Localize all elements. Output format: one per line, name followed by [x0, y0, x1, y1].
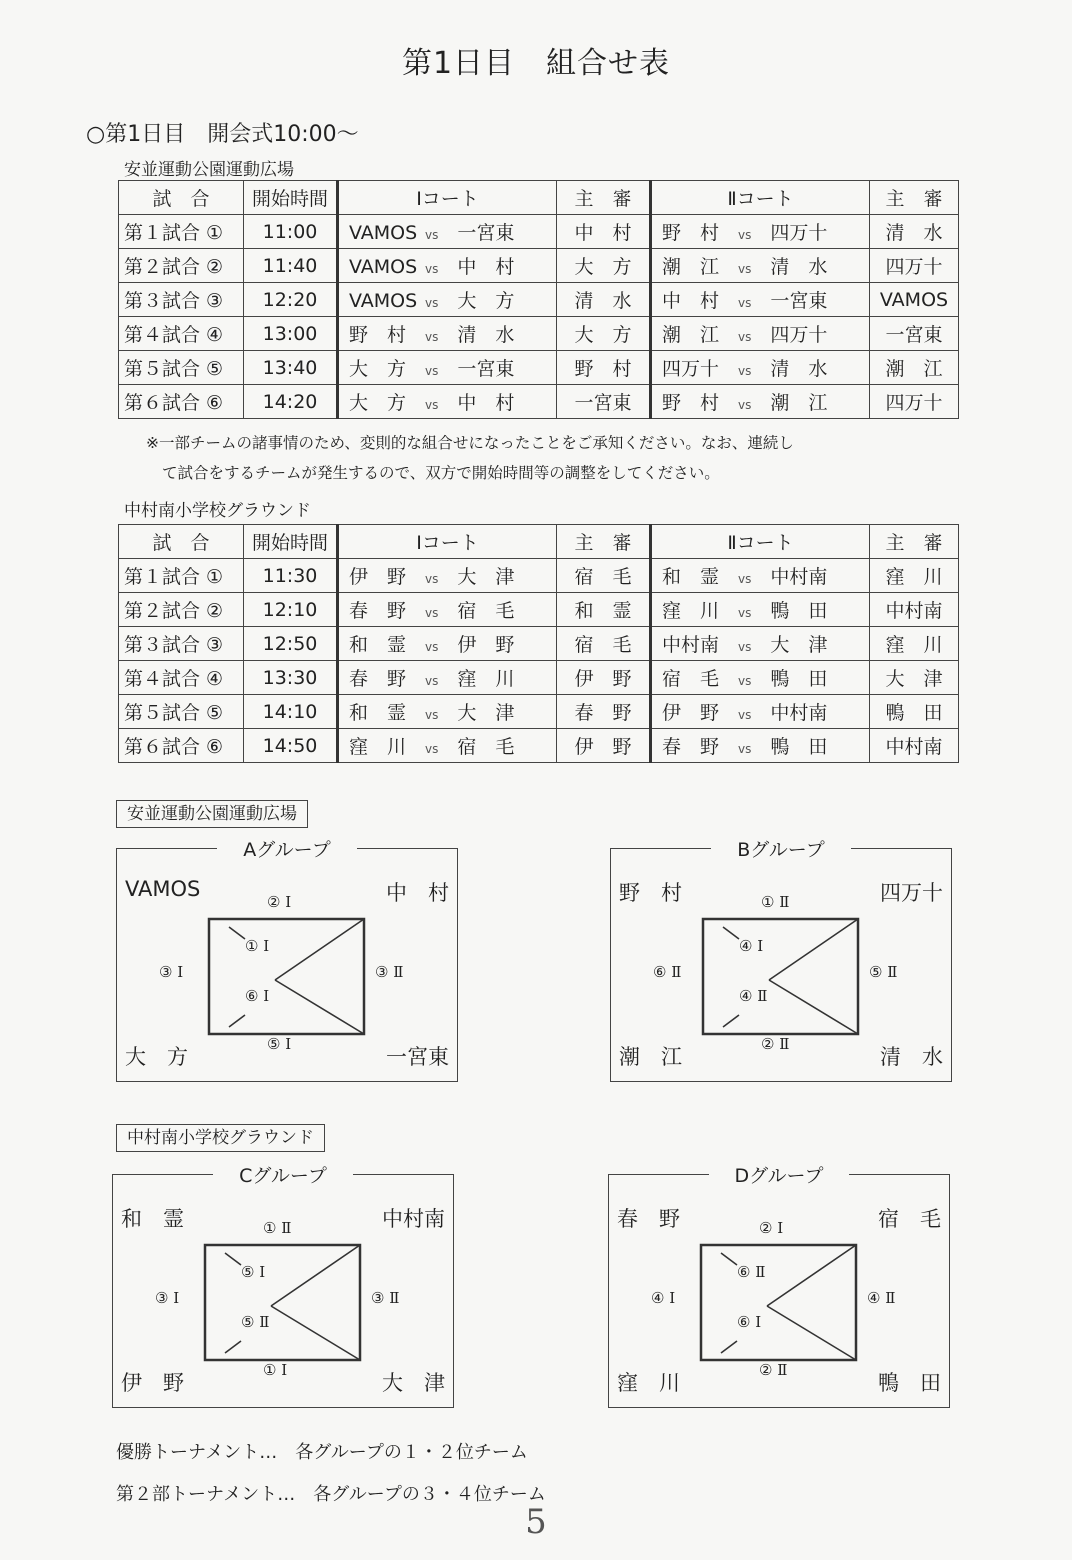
- team-away: 窪 川: [457, 668, 515, 690]
- vs-label: vs: [738, 606, 752, 620]
- referee-2: VAMOS: [870, 283, 959, 317]
- team-home: 伊 野: [349, 566, 407, 588]
- label-diagonal-2: ④ Ⅱ: [739, 987, 768, 1005]
- team-bottom-right: 一宮東: [386, 1045, 449, 1069]
- match-number: 第６試合 ⑥: [119, 385, 244, 419]
- table-row: [119, 351, 959, 385]
- vs-label: vs: [425, 262, 439, 276]
- team-home: 春 野: [349, 600, 407, 622]
- team-away: 四万十: [770, 324, 828, 346]
- referee-2: 潮 江: [870, 351, 959, 385]
- team-away: 大 津: [457, 566, 515, 588]
- team-home: 潮 江: [662, 256, 720, 278]
- diagonal-2a: [229, 927, 245, 939]
- diagonal-1: [271, 1245, 360, 1306]
- team-home: 中 村: [662, 290, 720, 312]
- header-referee2: 主 審: [870, 181, 959, 215]
- referee-1: 春 野: [557, 695, 651, 729]
- vs-label: vs: [425, 398, 439, 412]
- table-row: [119, 249, 959, 283]
- match-number: 第４試合 ④: [119, 317, 244, 351]
- table-row: [119, 385, 959, 419]
- team-home: 窪 川: [349, 736, 407, 758]
- team-top-left: 春 野: [617, 1207, 680, 1231]
- vs-label: vs: [425, 708, 439, 722]
- referee-2: 中村南: [870, 729, 959, 763]
- team-home: VAMOS: [349, 222, 418, 244]
- opening-ceremony-heading: ○第1日目 開会式10:00～: [86, 122, 359, 147]
- team-away: 清 水: [457, 324, 515, 346]
- table-row: [119, 215, 959, 249]
- group-title: Cグループ: [213, 1161, 353, 1188]
- label-diagonal-1: ⑤ Ⅰ: [241, 1263, 266, 1281]
- match-number: 第１試合 ①: [119, 559, 244, 593]
- start-time: 11:40: [244, 249, 338, 283]
- start-time: 13:40: [244, 351, 338, 385]
- team-home: 大 方: [349, 358, 407, 380]
- label-right: ④ Ⅱ: [867, 1289, 896, 1307]
- label-diagonal-2: ⑥ Ⅰ: [737, 1313, 762, 1331]
- vs-label: vs: [738, 674, 752, 688]
- team-away: 宿 毛: [457, 736, 515, 758]
- table-row: [119, 559, 959, 593]
- referee-1: 清 水: [557, 283, 651, 317]
- venue1-schedule-table: [118, 180, 959, 419]
- match-number: 第２試合 ②: [119, 593, 244, 627]
- schedule-note: [146, 428, 946, 488]
- start-time: 12:20: [244, 283, 338, 317]
- team-bottom-left: 窪 川: [617, 1371, 680, 1395]
- table-row: [119, 661, 959, 695]
- match-square: [209, 919, 364, 1034]
- vs-label: vs: [425, 640, 439, 654]
- team-home: 窪 川: [662, 600, 720, 622]
- group-d-diagram: [608, 1165, 950, 1408]
- diagonal-2b: [229, 1015, 245, 1027]
- match-number: 第６試合 ⑥: [119, 729, 244, 763]
- table-header-row: [119, 181, 959, 215]
- match-1: [338, 249, 557, 283]
- team-away: 清 水: [770, 358, 828, 380]
- match-2: [651, 249, 870, 283]
- venue1-name: 安並運動公園運動広場: [124, 160, 294, 180]
- match-2: [651, 627, 870, 661]
- page-number: 5: [525, 1502, 547, 1542]
- team-top-left: 和 霊: [121, 1207, 184, 1231]
- team-away: 大 津: [770, 634, 828, 656]
- referee-2: 大 津: [870, 661, 959, 695]
- team-bottom-right: 鴨 田: [878, 1371, 941, 1395]
- match-1: [338, 661, 557, 695]
- referee-1: 野 村: [557, 351, 651, 385]
- start-time: 11:00: [244, 215, 338, 249]
- team-bottom-left: 伊 野: [121, 1371, 184, 1395]
- referee-1: 伊 野: [557, 661, 651, 695]
- table-header-row: [119, 525, 959, 559]
- group-title: Aグループ: [217, 835, 357, 862]
- table-row: [119, 729, 959, 763]
- label-diagonal-2: ⑤ Ⅱ: [241, 1313, 270, 1331]
- referee-1: 宿 毛: [557, 559, 651, 593]
- referee-2: 清 水: [870, 215, 959, 249]
- team-home: 野 村: [349, 324, 407, 346]
- vs-label: vs: [738, 742, 752, 756]
- match-2: [651, 283, 870, 317]
- team-home: 大 方: [349, 392, 407, 414]
- vs-label: vs: [738, 296, 752, 310]
- header-referee1: 主 審: [557, 181, 651, 215]
- team-home: VAMOS: [349, 290, 418, 312]
- match-square: [703, 919, 858, 1034]
- header-match: 試 合: [119, 181, 244, 215]
- label-left: ③ Ⅰ: [159, 963, 184, 981]
- team-away: 一宮東: [457, 222, 515, 244]
- start-time: 12:10: [244, 593, 338, 627]
- team-bottom-right: 清 水: [880, 1045, 943, 1069]
- match-1: [338, 283, 557, 317]
- venue2-name: 中村南小学校グラウンド: [124, 501, 311, 521]
- referee-1: 大 方: [557, 317, 651, 351]
- start-time: 11:30: [244, 559, 338, 593]
- vs-label: vs: [425, 674, 439, 688]
- start-time: 13:00: [244, 317, 338, 351]
- start-time: 12:50: [244, 627, 338, 661]
- referee-2: 四万十: [870, 249, 959, 283]
- match-1: [338, 351, 557, 385]
- team-bottom-left: 潮 江: [619, 1045, 682, 1069]
- label-diagonal-1: ① Ⅰ: [245, 937, 270, 955]
- label-bottom: ② Ⅱ: [761, 1035, 790, 1053]
- group-title: Dグループ: [709, 1161, 849, 1188]
- referee-1: 和 霊: [557, 593, 651, 627]
- diagonal-2a: [721, 1253, 737, 1265]
- label-right: ⑤ Ⅱ: [869, 963, 898, 981]
- diagonal-1b: [769, 980, 858, 1034]
- label-diagonal-1: ④ Ⅰ: [739, 937, 764, 955]
- groups-venue1-label: 安並運動公園運動広場: [116, 800, 308, 828]
- match-1: [338, 215, 557, 249]
- team-away: 一宮東: [457, 358, 515, 380]
- start-time: 13:30: [244, 661, 338, 695]
- diagonal-1b: [275, 980, 364, 1034]
- match-2: [651, 661, 870, 695]
- team-away: 伊 野: [457, 634, 515, 656]
- match-1: [338, 695, 557, 729]
- match-2: [651, 351, 870, 385]
- header-match: 試 合: [119, 525, 244, 559]
- vs-label: vs: [425, 330, 439, 344]
- vs-label: vs: [738, 708, 752, 722]
- diagonal-1: [769, 919, 858, 980]
- diagonal-2b: [723, 1015, 739, 1027]
- label-bottom: ② Ⅱ: [759, 1361, 788, 1379]
- start-time: 14:10: [244, 695, 338, 729]
- label-bottom: ① Ⅰ: [263, 1361, 288, 1379]
- team-home: 和 霊: [662, 566, 720, 588]
- referee-2: 中村南: [870, 593, 959, 627]
- vs-label: vs: [425, 296, 439, 310]
- team-away: 中 村: [457, 256, 515, 278]
- team-top-right: 四万十: [880, 881, 943, 905]
- start-time: 14:50: [244, 729, 338, 763]
- match-number: 第３試合 ③: [119, 627, 244, 661]
- label-right: ③ Ⅱ: [375, 963, 404, 981]
- groups-venue2-label: 中村南小学校グラウンド: [116, 1124, 325, 1152]
- match-2: [651, 729, 870, 763]
- vs-label: vs: [425, 742, 439, 756]
- team-home: 春 野: [662, 736, 720, 758]
- diagonal-1: [275, 919, 364, 980]
- vs-label: vs: [738, 330, 752, 344]
- group-a-diagram: [116, 839, 458, 1082]
- note-line1: ※一部チームの諸事情のため、変則的な組合せになったことをご承知ください。なお、連続し: [146, 434, 794, 452]
- team-home: 野 村: [662, 392, 720, 414]
- match-number: 第４試合 ④: [119, 661, 244, 695]
- group-b-diagram: [610, 839, 952, 1082]
- team-home: 和 霊: [349, 702, 407, 724]
- vs-label: vs: [738, 572, 752, 586]
- label-top: ② Ⅰ: [759, 1219, 784, 1237]
- diagonal-2b: [225, 1341, 241, 1353]
- label-right: ③ Ⅱ: [371, 1289, 400, 1307]
- diagonal-2b: [721, 1341, 737, 1353]
- team-home: 伊 野: [662, 702, 720, 724]
- footer-line2: 第２部トーナメント… 各グループの３・４位チーム: [116, 1484, 546, 1505]
- match-number: 第１試合 ①: [119, 215, 244, 249]
- team-top-right: 中村南: [382, 1207, 445, 1231]
- match-2: [651, 593, 870, 627]
- label-diagonal-1: ⑥ Ⅱ: [737, 1263, 766, 1281]
- team-away: 宿 毛: [457, 600, 515, 622]
- header-referee1: 主 審: [557, 525, 651, 559]
- footer-line1: 優勝トーナメント… 各グループの１・２位チーム: [116, 1442, 528, 1463]
- team-top-left: VAMOS: [125, 877, 201, 901]
- match-number: 第５試合 ⑤: [119, 351, 244, 385]
- team-away: 鴨 田: [770, 600, 828, 622]
- match-square: [701, 1245, 856, 1360]
- group-c-diagram: [112, 1165, 454, 1408]
- team-away: 中村南: [770, 566, 828, 588]
- team-top-right: 中 村: [386, 881, 449, 905]
- note-line2: て試合をするチームが発生するので、双方で開始時間等の調整をしてください。: [162, 464, 720, 482]
- referee-2: 四万十: [870, 385, 959, 419]
- venue2-schedule-table: [118, 524, 959, 763]
- table-row: [119, 317, 959, 351]
- match-1: [338, 559, 557, 593]
- team-home: 野 村: [662, 222, 720, 244]
- match-1: [338, 317, 557, 351]
- label-top: ① Ⅱ: [263, 1219, 292, 1237]
- match-square: [205, 1245, 360, 1360]
- team-home: 潮 江: [662, 324, 720, 346]
- table-row: [119, 593, 959, 627]
- header-referee2: 主 審: [870, 525, 959, 559]
- team-away: 鴨 田: [770, 736, 828, 758]
- team-away: 一宮東: [770, 290, 828, 312]
- referee-1: 伊 野: [557, 729, 651, 763]
- vs-label: vs: [738, 640, 752, 654]
- table-row: [119, 695, 959, 729]
- team-away: 潮 江: [770, 392, 828, 414]
- referee-2: 窪 川: [870, 627, 959, 661]
- vs-label: vs: [738, 364, 752, 378]
- header-court1: Ⅰコート: [338, 525, 557, 559]
- header-court2: Ⅱコート: [651, 525, 870, 559]
- match-1: [338, 729, 557, 763]
- team-home: 春 野: [349, 668, 407, 690]
- team-home: 宿 毛: [662, 668, 720, 690]
- diagonal-2a: [225, 1253, 241, 1265]
- referee-2: 一宮東: [870, 317, 959, 351]
- diagonal-1: [767, 1245, 856, 1306]
- match-2: [651, 695, 870, 729]
- match-number: 第５試合 ⑤: [119, 695, 244, 729]
- match-2: [651, 385, 870, 419]
- vs-label: vs: [425, 572, 439, 586]
- referee-2: 窪 川: [870, 559, 959, 593]
- match-1: [338, 385, 557, 419]
- vs-label: vs: [738, 262, 752, 276]
- header-start-time: 開始時間: [244, 181, 338, 215]
- diagonal-1b: [271, 1306, 360, 1360]
- match-number: 第３試合 ③: [119, 283, 244, 317]
- group-title: Bグループ: [711, 835, 851, 862]
- label-diagonal-2: ⑥ Ⅰ: [245, 987, 270, 1005]
- team-away: 中村南: [770, 702, 828, 724]
- match-1: [338, 593, 557, 627]
- team-away: 大 方: [457, 290, 515, 312]
- team-home: 和 霊: [349, 634, 407, 656]
- label-left: ④ Ⅰ: [651, 1289, 676, 1307]
- label-left: ⑥ Ⅱ: [653, 963, 682, 981]
- vs-label: vs: [425, 606, 439, 620]
- label-bottom: ⑤ Ⅰ: [267, 1035, 292, 1053]
- team-away: 清 水: [770, 256, 828, 278]
- header-court2: Ⅱコート: [651, 181, 870, 215]
- team-home: 四万十: [662, 358, 720, 380]
- team-away: 四万十: [770, 222, 828, 244]
- header-start-time: 開始時間: [244, 525, 338, 559]
- start-time: 14:20: [244, 385, 338, 419]
- team-home: VAMOS: [349, 256, 418, 278]
- referee-1: 一宮東: [557, 385, 651, 419]
- match-1: [338, 627, 557, 661]
- referee-2: 鴨 田: [870, 695, 959, 729]
- team-away: 大 津: [457, 702, 515, 724]
- vs-label: vs: [425, 228, 439, 242]
- match-number: 第２試合 ②: [119, 249, 244, 283]
- team-bottom-left: 大 方: [125, 1045, 188, 1069]
- referee-1: 中 村: [557, 215, 651, 249]
- label-left: ③ Ⅰ: [155, 1289, 180, 1307]
- match-2: [651, 215, 870, 249]
- page-title: 第1日目 組合せ表: [401, 46, 671, 81]
- table-row: [119, 283, 959, 317]
- team-away: 鴨 田: [770, 668, 828, 690]
- team-top-left: 野 村: [619, 881, 682, 905]
- match-2: [651, 559, 870, 593]
- team-bottom-right: 大 津: [382, 1371, 445, 1395]
- diagonal-2a: [723, 927, 739, 939]
- header-court1: Ⅰコート: [338, 181, 557, 215]
- label-top: ① Ⅱ: [761, 893, 790, 911]
- team-home: 中村南: [662, 634, 720, 656]
- vs-label: vs: [738, 398, 752, 412]
- label-top: ② Ⅰ: [267, 893, 292, 911]
- team-away: 中 村: [457, 392, 515, 414]
- match-2: [651, 317, 870, 351]
- vs-label: vs: [738, 228, 752, 242]
- vs-label: vs: [425, 364, 439, 378]
- referee-1: 宿 毛: [557, 627, 651, 661]
- diagonal-1b: [767, 1306, 856, 1360]
- team-top-right: 宿 毛: [878, 1207, 941, 1231]
- referee-1: 大 方: [557, 249, 651, 283]
- table-row: [119, 627, 959, 661]
